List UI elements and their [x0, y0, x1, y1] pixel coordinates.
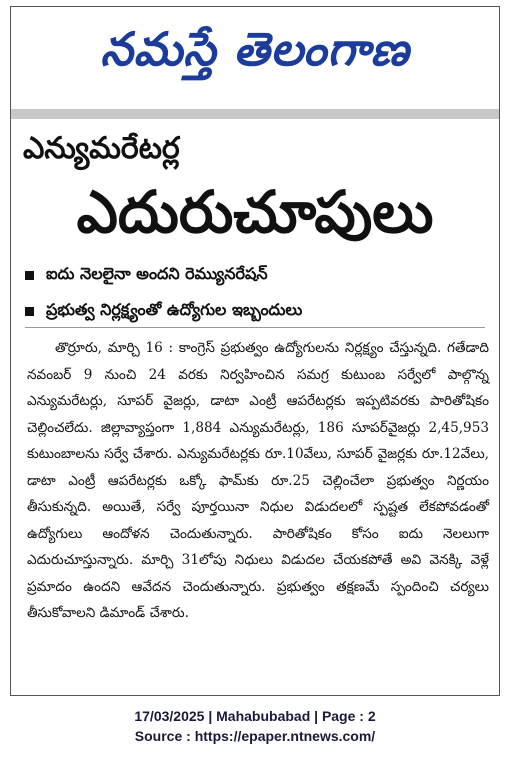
footer-source-link[interactable]: https://epaper.ntnews.com/	[194, 728, 376, 744]
bullet-square-icon	[25, 271, 34, 280]
masthead	[11, 7, 499, 103]
footer-dateline: 17/03/2025 | Mahabubabad | Page : 2	[134, 708, 376, 724]
bullet-item	[25, 293, 495, 329]
bullet-item	[25, 257, 495, 293]
article-body: తొర్రూరు, మార్చి 16 : కాంగ్రెస్ ప్రభుత్వం ఉద్యోగులను నిర్లక్ష్యం చేస్తున్నది. గతేడాది నవంబర్ 9 నుంచి 24 వరకు నిర్వహించిన సమగ్ర కుటుంబ సర్వేలో పాల్గొన్న ఎన్యుమరేటర్లు, సూపర్ వైజర్లు, డాటా ఎంట్రీ ఆపరేటర్లకు ఇప్పటివరకు పారితోషికం చెల్లించలేదు. జిల్లావ్యాప్తంగా 1,884 ఎన్యుమరేటర్లు, 186 సూపర్‌వైజర్లు 2,45,953 కుటుంబాలను సర్వే చేశారు. ఎన్యుమరేటర్లకు రూ.10వేలు, సూపర్ వైజర్లకు రూ.12వేలు, డాటా ఎంట్రీ ఆపరేటర్లకు ఒక్కో ఫామ్‌కు రూ.25 చెల్లించేలా ప్రభుత్వం నిర్ణయం తీసుకున్నది. అయితే, సర్వే పూర్తయినా నిధుల విడుదలలో స్పష్టత లేకపోవడంతో ఉద్యోగులు ఆందోళన చెందుతున్నారు. పారితోషికం కోసం ఐదు నెలలుగా ఎదురుచూస్తున్నారు. మార్చి 31లోపు నిధులు విడుదల చేయకపోతే అవి వెనక్కి వెళ్లే ప్రమాదం ఉందని ఆవేదన చెందుతున్నారు. ప్రభుత్వం తక్షణమే స్పందించి చర్యలు తీసుకోవాలని డిమాండ్ చేశారు.	[27, 340, 489, 621]
masthead-divider	[11, 109, 499, 119]
article-headline: ఎదురుచూపులు	[76, 178, 434, 246]
bullet-text: ఐదు నెలలైనా అందని రెమ్యునరేషన్	[46, 263, 268, 283]
newspaper-clipping	[10, 6, 500, 696]
bullet-square-icon	[25, 307, 34, 316]
body-divider	[25, 327, 485, 328]
footer	[0, 706, 510, 746]
article-bullets	[25, 257, 495, 329]
article-kicker: ఎన్యుమరేటర్ల	[23, 131, 180, 166]
masthead-title: నమస్తే తెలంగాణ	[100, 22, 410, 76]
footer-source-label: Source :	[134, 728, 195, 744]
bullet-text: ప్రభుత్వ నిర్లక్ష్యంతో ఉద్యోగుల ఇబ్బందులు	[46, 299, 303, 319]
footer-source	[0, 726, 510, 746]
